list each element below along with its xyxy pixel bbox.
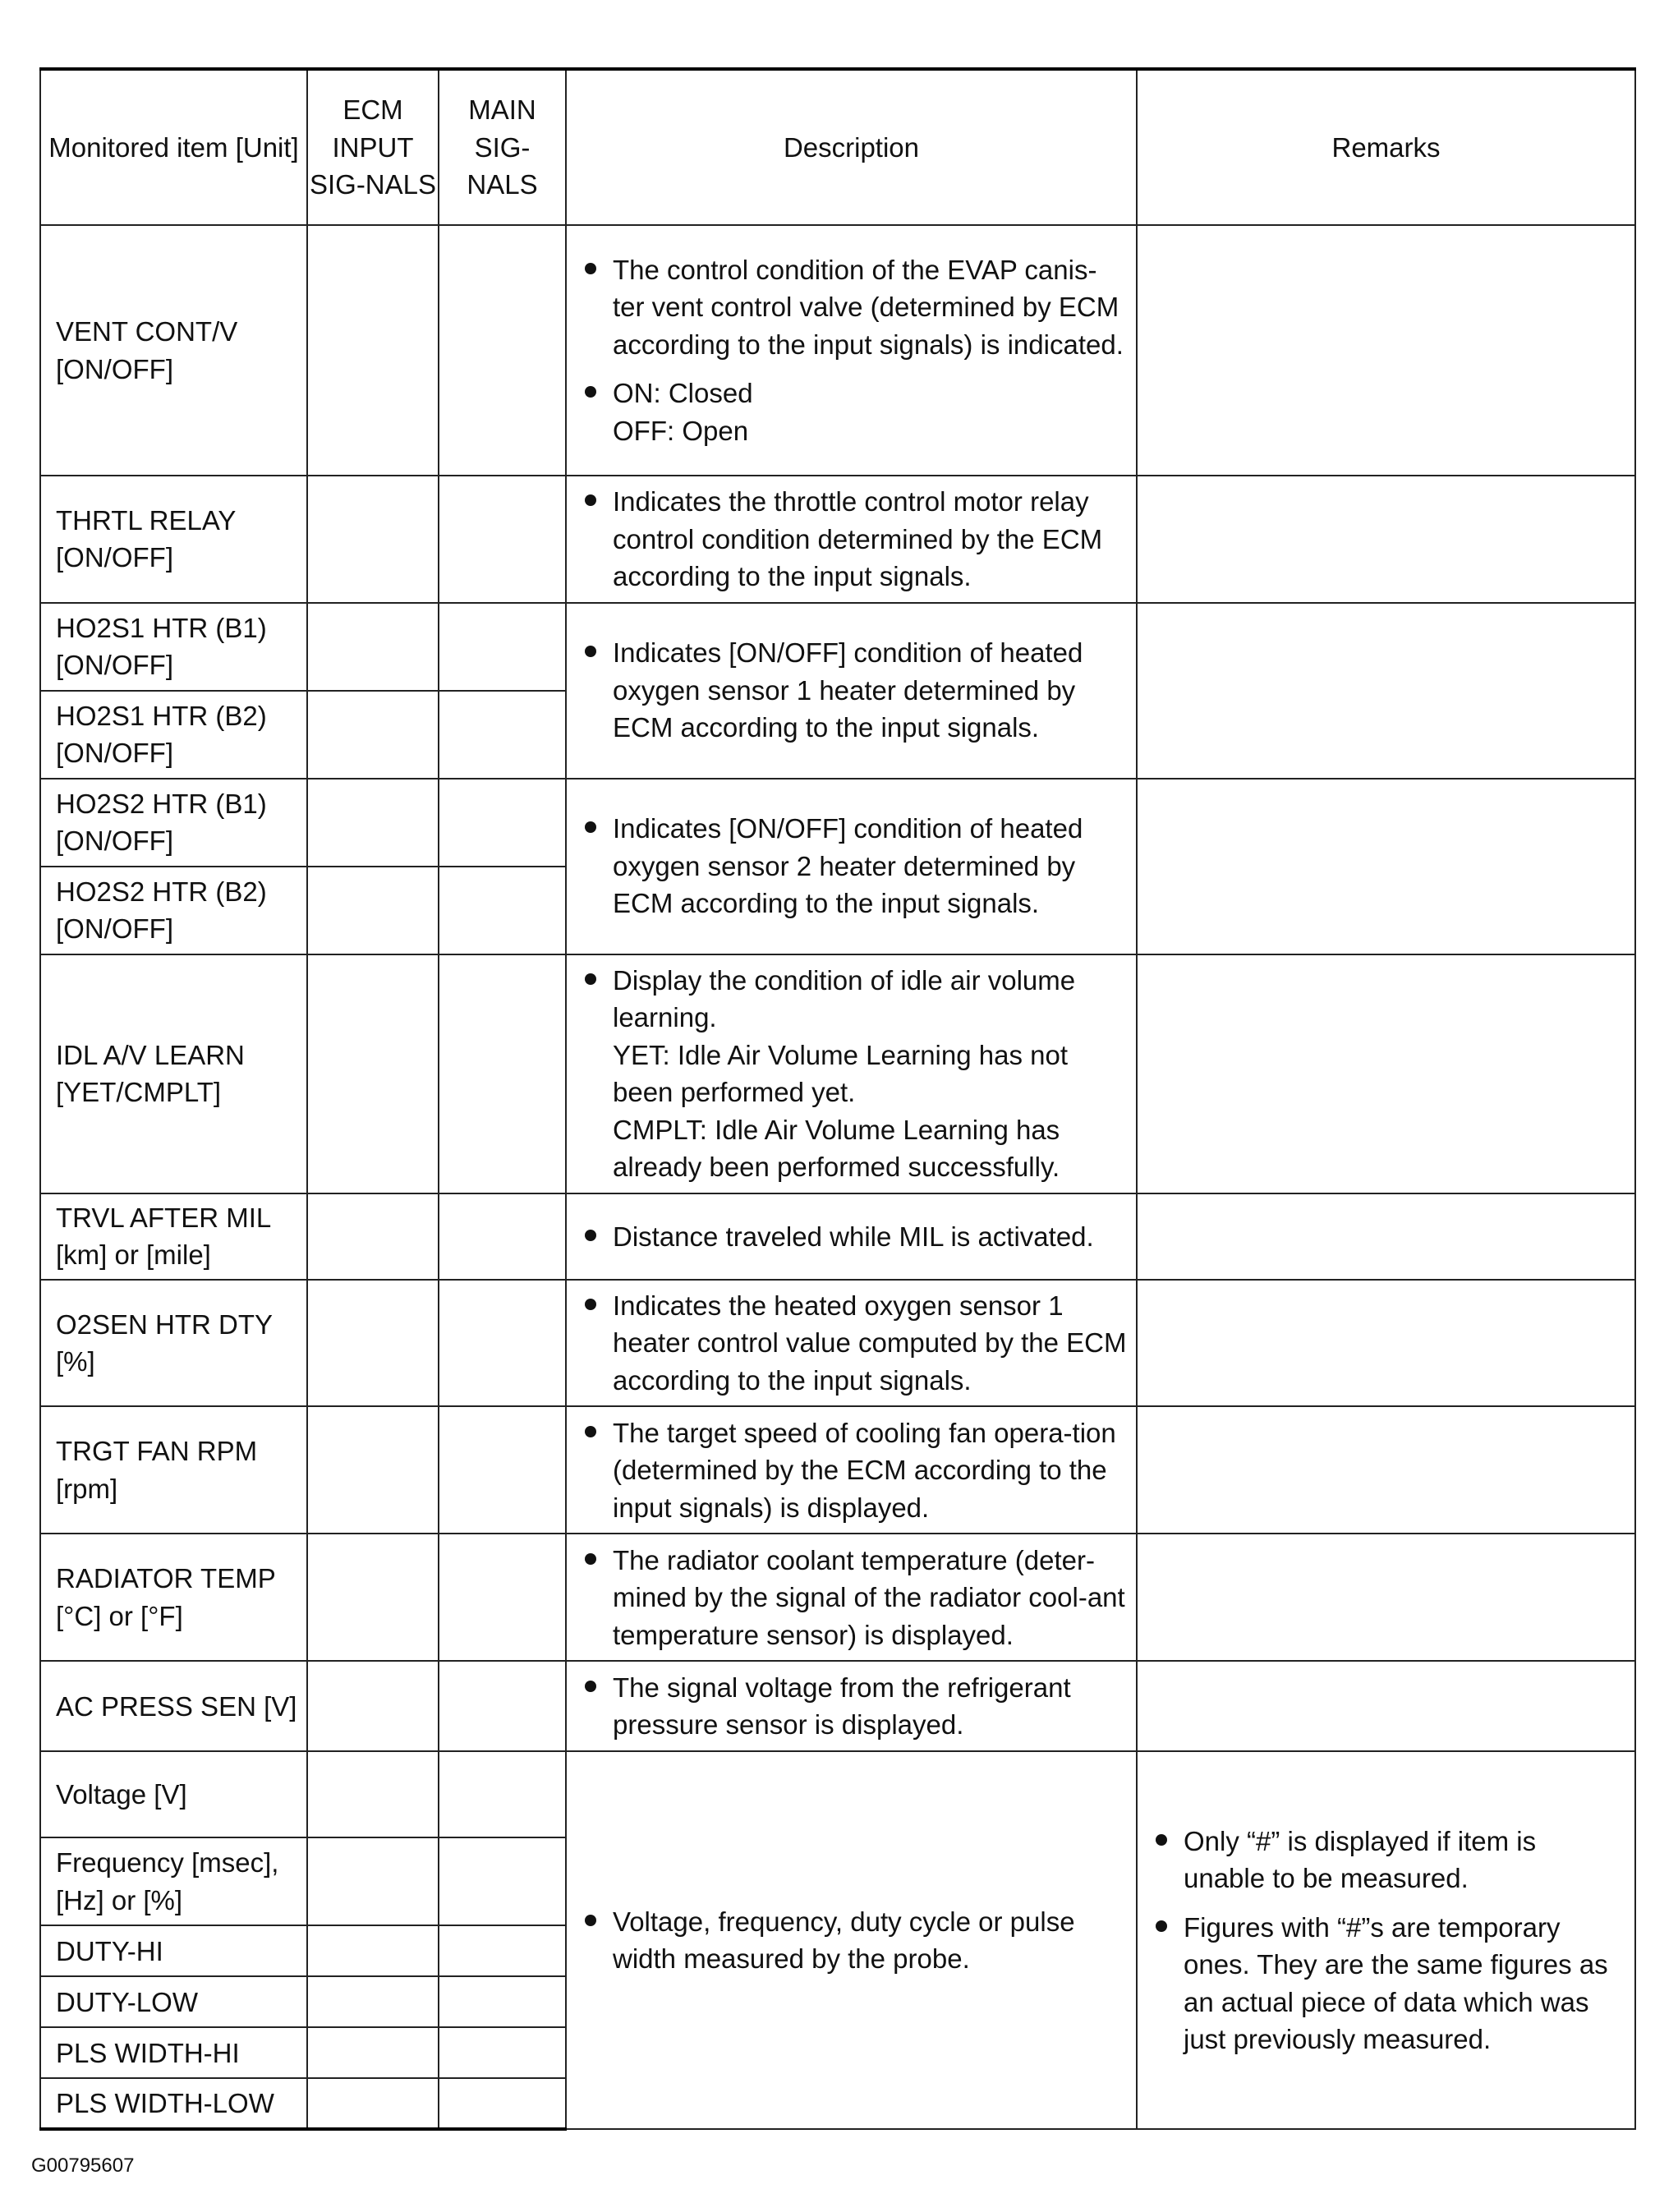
ecm-cell bbox=[307, 1406, 439, 1534]
main-cell bbox=[439, 1406, 566, 1534]
list-item: Display the condition of idle air volume learning. YET: Idle Air Volume Learning has not been performed yet. CMPLT: Idle Air Volume Learning has already been performed successfully. bbox=[582, 962, 1128, 1186]
bullet-icon bbox=[585, 494, 596, 506]
description-cell bbox=[566, 1661, 1137, 1751]
ecm-cell bbox=[307, 1280, 439, 1407]
item-idl-av-learn: IDL A/V LEARN [YET/CMPLT] bbox=[40, 954, 307, 1193]
item-ac-press-sen: AC PRESS SEN [V] bbox=[40, 1661, 307, 1751]
remarks-cell bbox=[1137, 476, 1635, 603]
remarks-cell bbox=[1137, 1751, 1635, 2129]
bullet-icon bbox=[1156, 1834, 1167, 1846]
bullet-icon bbox=[585, 1426, 596, 1437]
header-monitored-item: Monitored item [Unit] bbox=[40, 69, 307, 225]
main-cell bbox=[439, 1193, 566, 1280]
list-item: Indicates the heated oxygen sensor 1 heater control value computed by the ECM according to the input signals. bbox=[582, 1287, 1128, 1400]
ecm-cell bbox=[307, 1976, 439, 2027]
list-item: The signal voltage from the refrigerant pressure sensor is displayed. bbox=[582, 1669, 1128, 1744]
header-ecm-input-signals: ECM INPUT SIG-NALS bbox=[307, 69, 439, 225]
list-item: Indicates the throttle control motor relay control condition determined by the ECM according to the input signals. bbox=[582, 483, 1128, 596]
item-ho2s1-b1: HO2S1 HTR (B1) [ON/OFF] bbox=[40, 603, 307, 691]
main-cell bbox=[439, 1534, 566, 1661]
item-ho2s1-b2: HO2S1 HTR (B2) [ON/OFF] bbox=[40, 691, 307, 779]
main-cell bbox=[439, 476, 566, 603]
ecm-cell bbox=[307, 1193, 439, 1280]
table-row bbox=[40, 1534, 1635, 1661]
description-cell bbox=[566, 1751, 1137, 2129]
ecm-cell bbox=[307, 1751, 439, 1837]
description-cell bbox=[566, 476, 1137, 603]
main-cell bbox=[439, 603, 566, 691]
bullet-icon bbox=[1156, 1920, 1167, 1932]
main-cell bbox=[439, 1976, 566, 2027]
item-trgt-fan-rpm: TRGT FAN RPM [rpm] bbox=[40, 1406, 307, 1534]
remarks-cell bbox=[1137, 1661, 1635, 1751]
ecm-cell bbox=[307, 2027, 439, 2078]
list-item: ON: Closed OFF: Open bbox=[582, 375, 1128, 449]
remarks-cell bbox=[1137, 1193, 1635, 1280]
bullet-icon bbox=[585, 1915, 596, 1926]
list-item: Indicates [ON/OFF] condition of heated oxygen sensor 2 heater determined by ECM according to the input signals. bbox=[582, 810, 1128, 922]
remarks-cell bbox=[1137, 603, 1635, 779]
description-cell bbox=[566, 954, 1137, 1193]
main-cell bbox=[439, 779, 566, 867]
bullet-icon bbox=[585, 1553, 596, 1565]
bullet-icon bbox=[585, 646, 596, 657]
ecm-cell bbox=[307, 1837, 439, 1925]
table-row bbox=[40, 1751, 1635, 1837]
main-cell bbox=[439, 1661, 566, 1751]
item-trvl-after-mil: TRVL AFTER MIL [km] or [mile] bbox=[40, 1193, 307, 1280]
table-row bbox=[40, 954, 1635, 1193]
item-duty-low: DUTY-LOW bbox=[40, 1976, 307, 2027]
monitor-table bbox=[39, 67, 1636, 2131]
item-voltage: Voltage [V] bbox=[40, 1751, 307, 1837]
description-cell bbox=[566, 1534, 1137, 1661]
item-ho2s2-b2: HO2S2 HTR (B2) [ON/OFF] bbox=[40, 867, 307, 954]
list-item: Voltage, frequency, duty cycle or pulse width measured by the probe. bbox=[582, 1903, 1128, 1978]
main-cell bbox=[439, 867, 566, 954]
table-row bbox=[40, 1193, 1635, 1280]
figure-code: G00795607 bbox=[31, 2155, 135, 2177]
ecm-cell bbox=[307, 603, 439, 691]
ecm-cell bbox=[307, 1925, 439, 1976]
header-description: Description bbox=[566, 69, 1137, 225]
remarks-cell bbox=[1137, 954, 1635, 1193]
main-cell bbox=[439, 1751, 566, 1837]
item-duty-hi: DUTY-HI bbox=[40, 1925, 307, 1976]
list-item: The target speed of cooling fan opera-tion (determined by the ECM according to the input signals) is displayed. bbox=[582, 1414, 1128, 1527]
item-frequency: Frequency [msec], [Hz] or [%] bbox=[40, 1837, 307, 1925]
bullet-icon bbox=[585, 1681, 596, 1692]
item-o2sen-htr-dty: O2SEN HTR DTY [%] bbox=[40, 1280, 307, 1407]
main-cell bbox=[439, 2027, 566, 2078]
ecm-cell bbox=[307, 867, 439, 954]
description-cell bbox=[566, 779, 1137, 954]
description-cell bbox=[566, 1406, 1137, 1534]
ecm-cell bbox=[307, 691, 439, 779]
main-cell bbox=[439, 691, 566, 779]
table-row bbox=[40, 1661, 1635, 1751]
table-row bbox=[40, 1406, 1635, 1534]
item-pls-width-hi: PLS WIDTH-HI bbox=[40, 2027, 307, 2078]
bullet-icon bbox=[585, 263, 596, 274]
table-row bbox=[40, 476, 1635, 603]
header-remarks: Remarks bbox=[1137, 69, 1635, 225]
item-vent-cont: VENT CONT/V [ON/OFF] bbox=[40, 225, 307, 476]
main-cell bbox=[439, 1280, 566, 1407]
list-item: Figures with “#”s are temporary ones. They are the same figures as an actual piece of data which was just previously measured. bbox=[1152, 1909, 1623, 2058]
list-item: The radiator coolant temperature (deter-mined by the signal of the radiator cool-ant temperature sensor) is displayed. bbox=[582, 1542, 1128, 1654]
ecm-cell bbox=[307, 225, 439, 476]
ecm-cell bbox=[307, 2078, 439, 2129]
description-cell bbox=[566, 603, 1137, 779]
ecm-cell bbox=[307, 1661, 439, 1751]
main-cell bbox=[439, 225, 566, 476]
list-item: Distance traveled while MIL is activated. bbox=[582, 1218, 1128, 1256]
header-main-signals: MAIN SIG-NALS bbox=[439, 69, 566, 225]
bullet-icon bbox=[585, 1230, 596, 1241]
main-cell bbox=[439, 1837, 566, 1925]
ecm-cell bbox=[307, 476, 439, 603]
list-item: Indicates [ON/OFF] condition of heated oxygen sensor 1 heater determined by ECM according to the input signals. bbox=[582, 634, 1128, 747]
table-row bbox=[40, 225, 1635, 476]
table-row bbox=[40, 603, 1635, 691]
ecm-cell bbox=[307, 954, 439, 1193]
item-thrtl-relay: THRTL RELAY [ON/OFF] bbox=[40, 476, 307, 603]
list-item: The control condition of the EVAP canis-ter vent control valve (determined by ECM according to the input signals) is indicated. bbox=[582, 251, 1128, 364]
item-pls-width-low: PLS WIDTH-LOW bbox=[40, 2078, 307, 2129]
description-cell bbox=[566, 1280, 1137, 1407]
bullet-icon bbox=[585, 386, 596, 398]
remarks-cell bbox=[1137, 225, 1635, 476]
table-row bbox=[40, 1280, 1635, 1407]
list-item: Only “#” is displayed if item is unable to be measured. bbox=[1152, 1823, 1623, 1897]
remarks-cell bbox=[1137, 1406, 1635, 1534]
bullet-icon bbox=[585, 821, 596, 833]
ecm-cell bbox=[307, 1534, 439, 1661]
main-cell bbox=[439, 1925, 566, 1976]
remarks-cell bbox=[1137, 779, 1635, 954]
description-cell bbox=[566, 225, 1137, 476]
table-row bbox=[40, 779, 1635, 867]
remarks-cell bbox=[1137, 1280, 1635, 1407]
bullet-icon bbox=[585, 973, 596, 985]
main-cell bbox=[439, 954, 566, 1193]
item-ho2s2-b1: HO2S2 HTR (B1) [ON/OFF] bbox=[40, 779, 307, 867]
main-cell bbox=[439, 2078, 566, 2129]
item-radiator-temp: RADIATOR TEMP [°C] or [°F] bbox=[40, 1534, 307, 1661]
bullet-icon bbox=[585, 1299, 596, 1310]
description-cell bbox=[566, 1193, 1137, 1280]
remarks-cell bbox=[1137, 1534, 1635, 1661]
ecm-cell bbox=[307, 779, 439, 867]
